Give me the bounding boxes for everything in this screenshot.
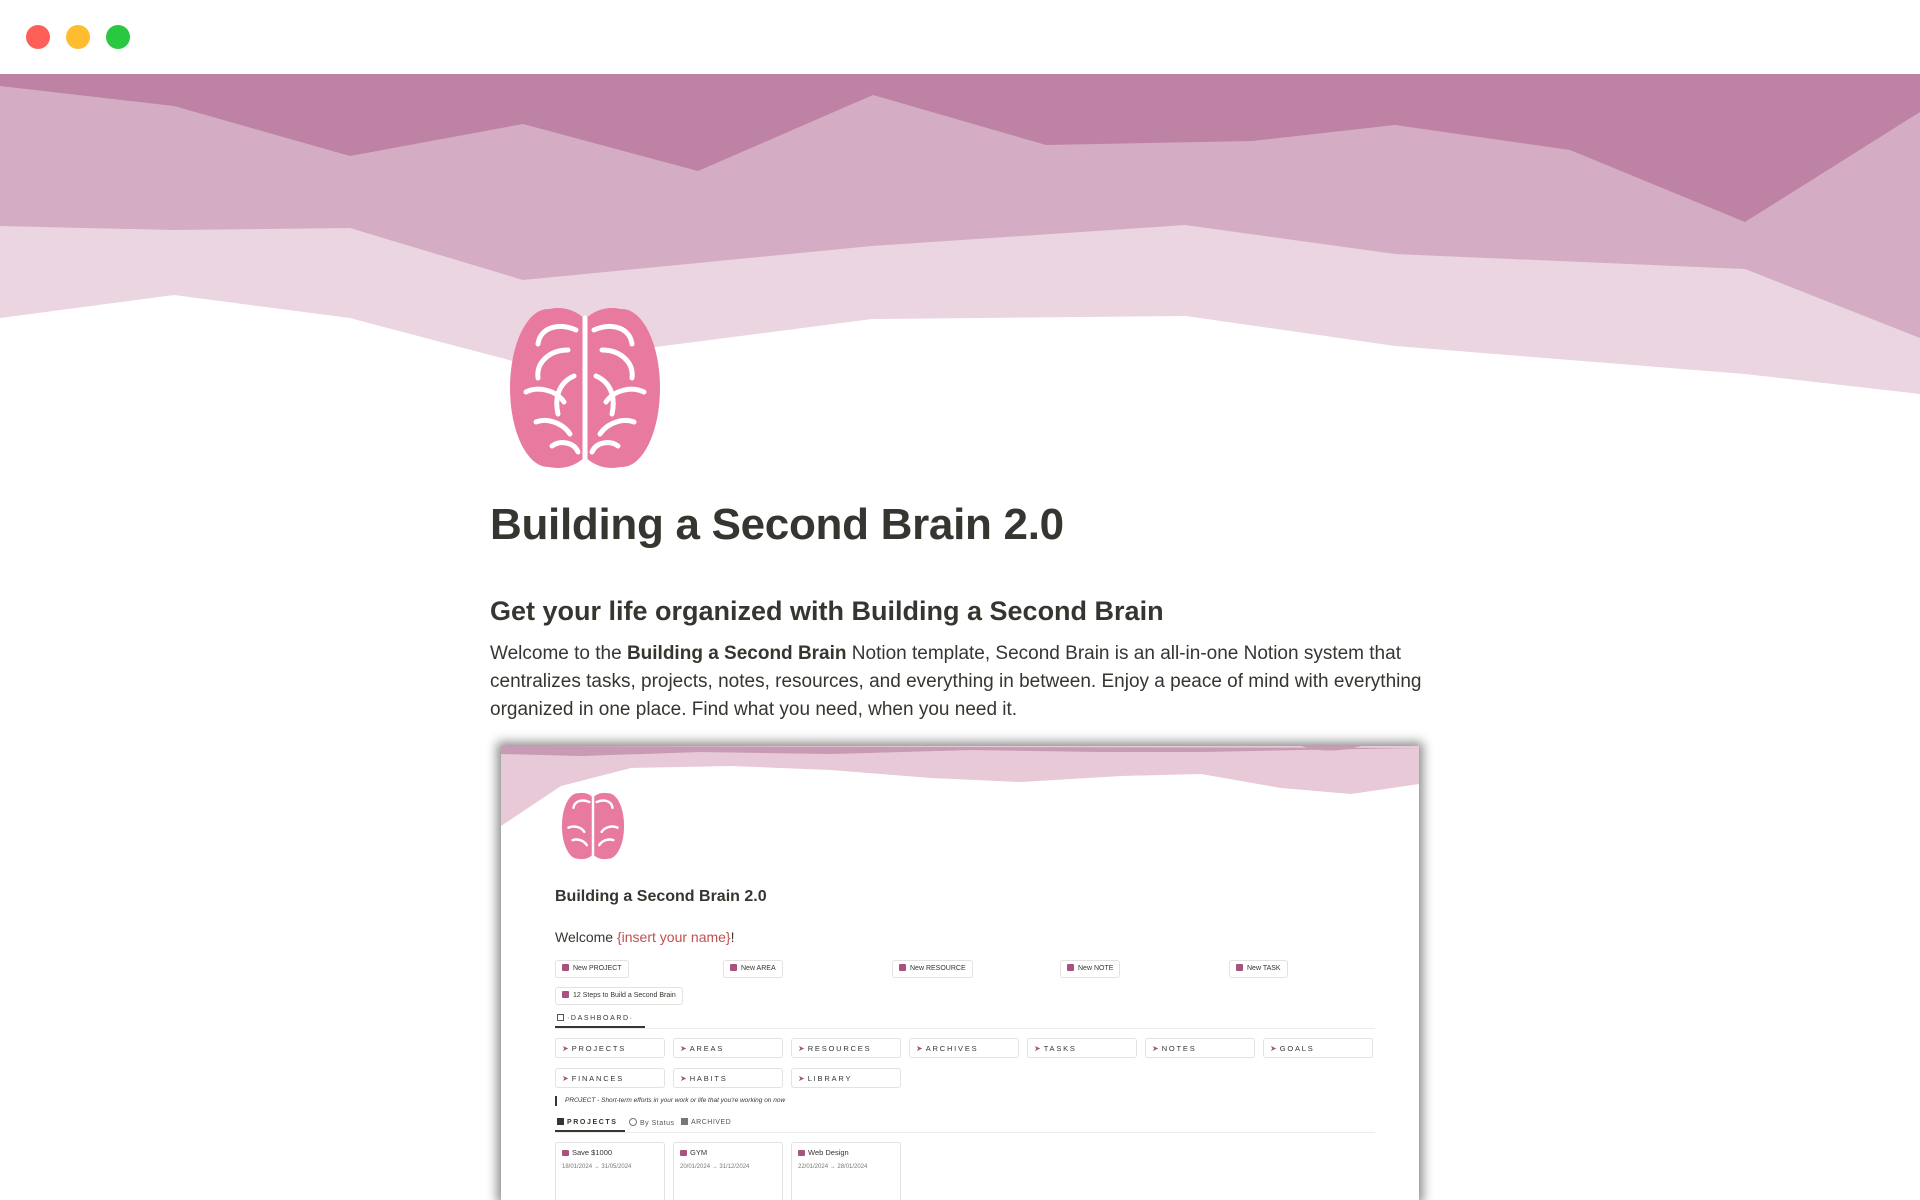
minimize-window-button[interactable]: [66, 25, 90, 49]
intro-paragraph: Welcome to the Building a Second Brain Notion template, Second Brain is an all-in-one Notion system that centralizes tasks, projects, notes, resources, and everything in between. Enjoy a peace of mind with everything organized in one place. Find what you need, when you need it.: [490, 643, 1422, 720]
preview-project-card: Save $1000 18/01/2024 → 31/05/2024: [555, 1142, 665, 1200]
preview-nav-notes: ➤ NOTES: [1145, 1038, 1255, 1058]
maximize-window-button[interactable]: [106, 25, 130, 49]
preview-nav-archives: ➤ ARCHIVES: [909, 1038, 1019, 1058]
preview-new-resource-button: New RESOURCE: [892, 960, 973, 978]
preview-new-task-button: New TASK: [1229, 960, 1288, 978]
close-window-button[interactable]: [26, 25, 50, 49]
preview-view-by-status: By Status: [629, 1118, 674, 1127]
preview-project-card: Web Design 22/01/2024 → 28/01/2024: [791, 1142, 901, 1200]
page-title[interactable]: Building a Second Brain 2.0: [490, 500, 1064, 549]
preview-steps-button: 12 Steps to Build a Second Brain: [555, 987, 683, 1005]
preview-view-archived: ARCHIVED: [681, 1118, 731, 1126]
preview-nav-goals: ➤ GOALS: [1263, 1038, 1373, 1058]
preview-page-title: Building a Second Brain 2.0: [555, 888, 767, 905]
preview-nav-areas: ➤ AREAS: [673, 1038, 783, 1058]
preview-nav-finances: ➤ FINANCES: [555, 1068, 665, 1088]
preview-new-project-button: New PROJECT: [555, 960, 629, 978]
preview-project-card: GYM 20/01/2024 → 31/12/2024: [673, 1142, 783, 1200]
window-titlebar: [0, 0, 1920, 74]
preview-view-projects: PROJECTS: [557, 1118, 618, 1126]
brain-icon[interactable]: [508, 306, 662, 470]
intro-bold-text: Building a Second Brain: [626, 643, 847, 664]
preview-new-note-button: New NOTE: [1060, 960, 1120, 978]
preview-dashboard-tab: ·DASHBOARD·: [557, 1014, 634, 1022]
cover-banner[interactable]: [0, 74, 1920, 394]
preview-nav-library: ➤ LIBRARY: [791, 1068, 901, 1088]
preview-view-divider: [555, 1132, 1375, 1133]
template-preview-image: [501, 746, 1419, 1200]
preview-nav-resources: ➤ RESOURCES: [791, 1038, 901, 1058]
preview-new-area-button: New AREA: [723, 960, 783, 978]
preview-brain-icon: [561, 792, 625, 860]
section-heading: Get your life organized with Building a Second Brain: [490, 596, 1164, 626]
preview-nav-projects: ➤ PROJECTS: [555, 1038, 665, 1058]
preview-nav-habits: ➤ HABITS: [673, 1068, 783, 1088]
preview-welcome-text: Welcome {insert your name}!: [555, 929, 735, 945]
preview-nav-tasks: ➤ TASKS: [1027, 1038, 1137, 1058]
preview-cover-banner: [501, 746, 1419, 830]
preview-project-description: PROJECT - Short-term efforts in your work or life that you're working on now: [555, 1096, 785, 1106]
preview-divider: [555, 1028, 1375, 1029]
